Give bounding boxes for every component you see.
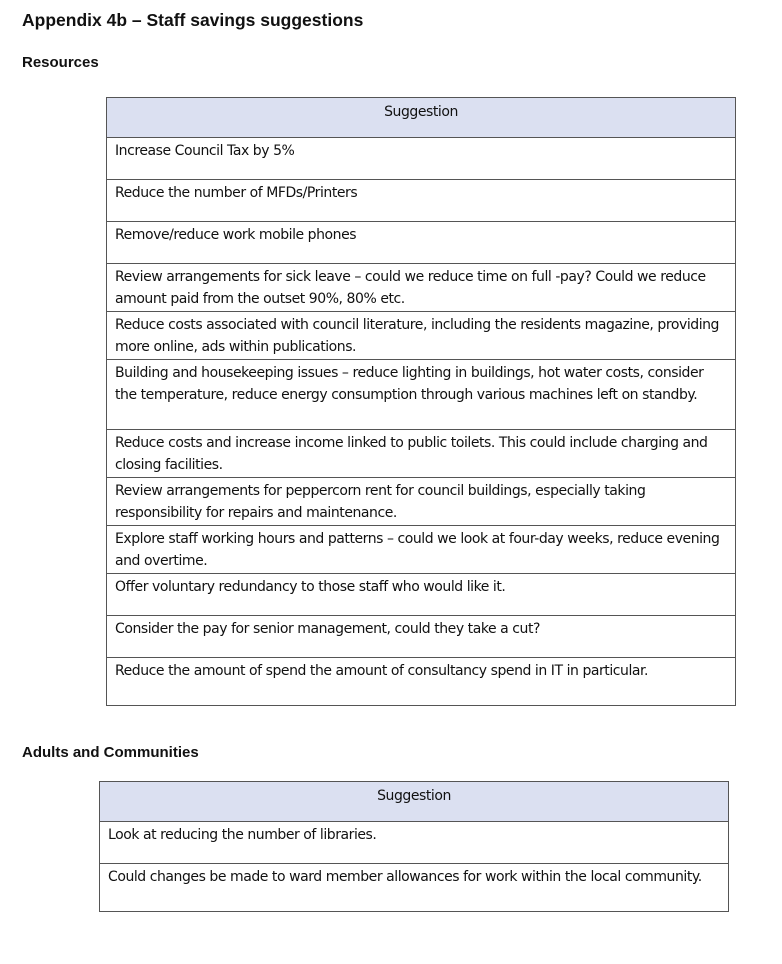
section-heading-resources: Resources [22,54,99,71]
suggestion-cell: Reduce costs associated with council literature, including the residents magazine, providing more online, ads within publications. [107,312,736,360]
table-row [107,180,736,222]
suggestion-cell: Consider the pay for senior management, could they take a cut? [107,616,736,658]
table-row [107,138,736,180]
suggestion-cell: Reduce costs and increase income linked to public toilets. This could include charging and closing facilities. [107,430,736,478]
suggestion-cell: Could changes be made to ward member allowances for work within the local community. [100,864,729,912]
table-row [107,360,736,430]
table-row [107,430,736,478]
suggestion-cell: Offer voluntary redundancy to those staff who would like it. [107,574,736,616]
table-row [107,616,736,658]
suggestion-cell: Reduce the amount of spend the amount of consultancy spend in IT in particular. [107,658,736,706]
table-row [107,478,736,526]
resources-suggestions-table [106,97,736,706]
suggestion-cell: Remove/reduce work mobile phones [107,222,736,264]
column-header-suggestion: Suggestion [107,98,736,138]
table-row [107,264,736,312]
suggestion-cell: Explore staff working hours and patterns – could we look at four-day weeks, reduce evening and overtime. [107,526,736,574]
table-header-row [107,98,736,138]
table-row [100,864,729,912]
table-row [107,312,736,360]
suggestion-cell: Increase Council Tax by 5% [107,138,736,180]
adults-communities-suggestions-table [99,781,729,912]
table-header-row [100,782,729,822]
suggestion-cell: Review arrangements for peppercorn rent for council buildings, especially taking responsibility for repairs and maintenance. [107,478,736,526]
table-row [107,658,736,706]
section-heading-adults-and-communities: Adults and Communities [22,744,199,761]
page-title: Appendix 4b – Staff savings suggestions [22,10,364,30]
suggestion-cell: Building and housekeeping issues – reduce lighting in buildings, hot water costs, consider the temperature, reduce energy consumption through various machines left on standby. [107,360,736,430]
table-row [107,222,736,264]
suggestion-cell: Look at reducing the number of libraries. [100,822,729,864]
table-row [100,822,729,864]
column-header-suggestion: Suggestion [100,782,729,822]
suggestion-cell: Reduce the number of MFDs/Printers [107,180,736,222]
table-row [107,526,736,574]
suggestion-cell: Review arrangements for sick leave – could we reduce time on full -pay? Could we reduce amount paid from the outset 90%, 80% etc. [107,264,736,312]
table-row [107,574,736,616]
